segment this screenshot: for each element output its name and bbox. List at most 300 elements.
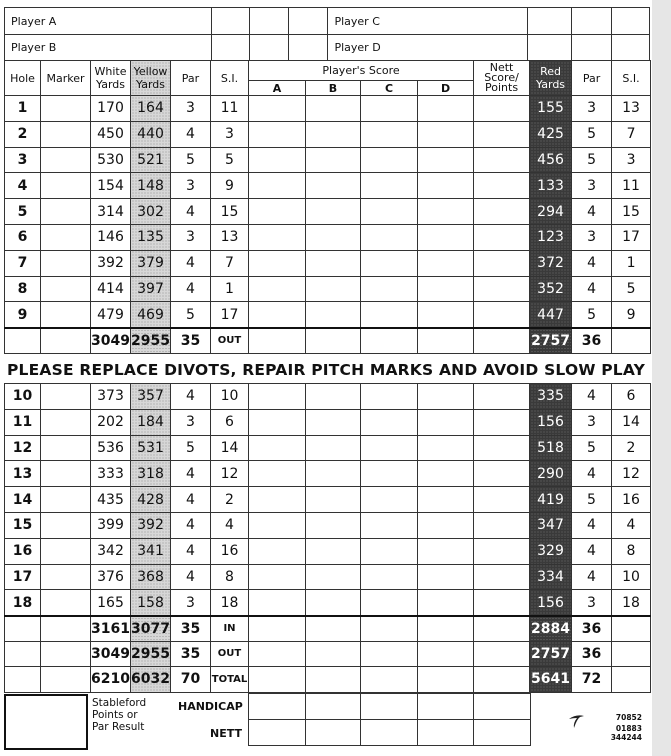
yellow-yards: 184 — [131, 409, 171, 435]
score-c-cell[interactable] — [361, 276, 418, 302]
hole-number: 13 — [5, 461, 41, 487]
player-b-field-2[interactable] — [250, 35, 289, 61]
player-a-label: Player A — [5, 8, 212, 35]
nett-score-cell[interactable] — [474, 121, 530, 147]
yellow-yards: 135 — [131, 224, 171, 250]
red-yards: 372 — [530, 250, 572, 276]
hole-number: 9 — [5, 302, 41, 328]
stroke-index: 11 — [211, 96, 249, 122]
red-stroke-index: 12 — [612, 461, 651, 487]
score-b-cell[interactable] — [306, 121, 361, 147]
hole-row — [5, 538, 651, 564]
total-nett[interactable] — [474, 641, 530, 667]
par: 4 — [171, 384, 211, 410]
score-c-cell[interactable] — [361, 302, 418, 328]
red-yards: 447 — [530, 302, 572, 328]
red-par: 3 — [572, 96, 612, 122]
total-row — [5, 641, 651, 667]
stroke-index: 5 — [211, 147, 249, 173]
hole-row — [5, 96, 651, 122]
nett-cell-c[interactable] — [361, 720, 418, 746]
total-red-si — [612, 328, 651, 354]
score-b-cell[interactable] — [306, 250, 361, 276]
score-b-cell[interactable] — [306, 590, 361, 616]
player-b-field-1[interactable] — [211, 35, 249, 61]
total-label: OUT — [211, 641, 249, 667]
total-score-a[interactable] — [249, 616, 306, 642]
white-yards: 435 — [91, 487, 131, 513]
marker-cell[interactable] — [41, 147, 91, 173]
total-score-c[interactable] — [361, 667, 418, 693]
handicap-cell-b[interactable] — [306, 694, 361, 720]
score-d-cell[interactable] — [418, 121, 474, 147]
score-a-cell[interactable] — [249, 512, 306, 538]
marker-cell[interactable] — [41, 276, 91, 302]
total-score-a[interactable] — [249, 667, 306, 693]
total-yellow-yards: 2955 — [131, 641, 171, 667]
player-d-field-2[interactable] — [571, 35, 611, 61]
total-marker-cell[interactable] — [41, 328, 91, 354]
score-b-cell[interactable] — [306, 512, 361, 538]
score-b-cell[interactable] — [306, 384, 361, 410]
red-par: 4 — [572, 564, 612, 590]
par: 5 — [171, 302, 211, 328]
nett-score-cell[interactable] — [474, 147, 530, 173]
nett-score-cell[interactable] — [474, 250, 530, 276]
total-red-yards: 2884 — [530, 616, 572, 642]
marker-cell[interactable] — [41, 564, 91, 590]
red-yards: 425 — [530, 121, 572, 147]
red-stroke-index: 8 — [612, 538, 651, 564]
yellow-yards: 469 — [131, 302, 171, 328]
score-b-cell[interactable] — [306, 538, 361, 564]
hole-row — [5, 173, 651, 199]
total-hole-cell — [5, 667, 41, 693]
hole-row — [5, 224, 651, 250]
score-d-cell[interactable] — [418, 590, 474, 616]
total-score-d[interactable] — [418, 667, 474, 693]
stableford-box[interactable] — [4, 694, 88, 750]
white-yards: 479 — [91, 302, 131, 328]
total-score-d[interactable] — [418, 616, 474, 642]
score-col-d-header: D — [418, 81, 474, 96]
total-yellow-yards: 2955 — [131, 328, 171, 354]
marker-cell[interactable] — [41, 538, 91, 564]
white-yards: 414 — [91, 276, 131, 302]
nett-label: NETT — [210, 727, 242, 740]
par: 4 — [171, 538, 211, 564]
score-c-cell[interactable] — [361, 512, 418, 538]
red-yards: 294 — [530, 199, 572, 225]
yellow-yards: 392 — [131, 512, 171, 538]
score-a-cell[interactable] — [249, 199, 306, 225]
par: 4 — [171, 487, 211, 513]
score-b-cell[interactable] — [306, 487, 361, 513]
total-white-yards: 6210 — [91, 667, 131, 693]
score-col-a-header: A — [249, 81, 306, 96]
red-par: 5 — [572, 435, 612, 461]
stableford-label: Stableford Points or Par Result — [92, 697, 147, 733]
white-yards: 333 — [91, 461, 131, 487]
score-a-cell[interactable] — [249, 250, 306, 276]
printer-phone: 01883 344244 — [610, 724, 642, 742]
player-c-field-1[interactable] — [528, 8, 571, 35]
score-d-cell[interactable] — [418, 276, 474, 302]
handicap-cell-nett[interactable] — [474, 694, 531, 720]
red-par: 5 — [572, 121, 612, 147]
yellow-yards: 379 — [131, 250, 171, 276]
score-a-cell[interactable] — [249, 409, 306, 435]
player-c-field-2[interactable] — [571, 8, 611, 35]
score-a-cell[interactable] — [249, 276, 306, 302]
nett-score-cell[interactable] — [474, 96, 530, 122]
score-c-cell[interactable] — [361, 384, 418, 410]
red-yards: 290 — [530, 461, 572, 487]
total-nett[interactable] — [474, 616, 530, 642]
marker-cell[interactable] — [41, 487, 91, 513]
player-d-field-3[interactable] — [611, 35, 649, 61]
nett-score-cell[interactable] — [474, 564, 530, 590]
yellow-yards: 357 — [131, 384, 171, 410]
player-c-label: Player C — [328, 8, 528, 35]
score-a-cell[interactable] — [249, 96, 306, 122]
hole-number: 6 — [5, 224, 41, 250]
total-score-a[interactable] — [249, 641, 306, 667]
par: 4 — [171, 461, 211, 487]
stroke-index: 16 — [211, 538, 249, 564]
total-score-d[interactable] — [418, 641, 474, 667]
hole-row — [5, 199, 651, 225]
marker-cell[interactable] — [41, 461, 91, 487]
score-b-cell[interactable] — [306, 564, 361, 590]
white-yards-header: White Yards — [91, 61, 131, 96]
nett-score-cell[interactable] — [474, 538, 530, 564]
score-c-cell[interactable] — [361, 173, 418, 199]
total-red-par: 72 — [572, 667, 612, 693]
red-stroke-index: 16 — [612, 487, 651, 513]
hole-number: 1 — [5, 96, 41, 122]
hole-row — [5, 302, 651, 328]
score-a-cell[interactable] — [249, 461, 306, 487]
red-stroke-index: 7 — [612, 121, 651, 147]
hole-row — [5, 121, 651, 147]
hole-row — [5, 487, 651, 513]
hole-number: 4 — [5, 173, 41, 199]
handicap-cell-a[interactable] — [249, 694, 306, 720]
score-c-cell[interactable] — [361, 250, 418, 276]
score-a-cell[interactable] — [249, 564, 306, 590]
score-a-cell[interactable] — [249, 435, 306, 461]
score-a-cell[interactable] — [249, 147, 306, 173]
total-label: IN — [211, 616, 249, 642]
score-d-cell[interactable] — [418, 173, 474, 199]
player-d-label: Player D — [328, 35, 528, 61]
nett-cell-b[interactable] — [306, 720, 361, 746]
marker-cell[interactable] — [41, 435, 91, 461]
stroke-index: 9 — [211, 173, 249, 199]
red-yards: 155 — [530, 96, 572, 122]
red-yards: 347 — [530, 512, 572, 538]
score-d-cell[interactable] — [418, 564, 474, 590]
hole-number: 16 — [5, 538, 41, 564]
score-b-cell[interactable] — [306, 96, 361, 122]
stroke-index: 3 — [211, 121, 249, 147]
nett-score-cell[interactable] — [474, 224, 530, 250]
front-nine-table — [4, 60, 651, 354]
nett-score-cell[interactable] — [474, 302, 530, 328]
score-a-cell[interactable] — [249, 538, 306, 564]
score-c-cell[interactable] — [361, 224, 418, 250]
white-yards: 146 — [91, 224, 131, 250]
stroke-index: 17 — [211, 302, 249, 328]
score-d-cell[interactable] — [418, 435, 474, 461]
score-b-cell[interactable] — [306, 147, 361, 173]
score-c-cell[interactable] — [361, 590, 418, 616]
hole-row — [5, 564, 651, 590]
marker-cell[interactable] — [41, 250, 91, 276]
score-b-cell[interactable] — [306, 409, 361, 435]
nett-score-header: Nett Score/ Points — [474, 61, 530, 96]
hole-row — [5, 409, 651, 435]
player-b-field-3[interactable] — [289, 35, 328, 61]
score-b-cell[interactable] — [306, 435, 361, 461]
score-b-cell[interactable] — [306, 224, 361, 250]
red-par: 4 — [572, 384, 612, 410]
stroke-index: 6 — [211, 409, 249, 435]
score-c-cell[interactable] — [361, 564, 418, 590]
total-score-a[interactable] — [249, 328, 306, 354]
score-d-cell[interactable] — [418, 409, 474, 435]
total-score-b[interactable] — [306, 328, 361, 354]
yellow-yards-header: Yellow Yards — [131, 61, 171, 96]
total-row — [5, 616, 651, 642]
score-b-cell[interactable] — [306, 173, 361, 199]
score-a-cell[interactable] — [249, 173, 306, 199]
player-a-field-1[interactable] — [211, 8, 249, 35]
marker-cell[interactable] — [41, 512, 91, 538]
player-c-field-3[interactable] — [611, 8, 649, 35]
par: 4 — [171, 121, 211, 147]
yellow-yards: 428 — [131, 487, 171, 513]
handicap-cell-c[interactable] — [361, 694, 418, 720]
score-c-cell[interactable] — [361, 96, 418, 122]
total-score-b[interactable] — [306, 667, 361, 693]
hole-number: 5 — [5, 199, 41, 225]
stroke-index: 12 — [211, 461, 249, 487]
red-yards: 156 — [530, 590, 572, 616]
hole-number: 2 — [5, 121, 41, 147]
score-d-cell[interactable] — [418, 96, 474, 122]
player-d-field-1[interactable] — [528, 35, 571, 61]
score-c-cell[interactable] — [361, 121, 418, 147]
score-a-cell[interactable] — [249, 487, 306, 513]
total-nett[interactable] — [474, 667, 530, 693]
marker-cell[interactable] — [41, 384, 91, 410]
score-d-cell[interactable] — [418, 487, 474, 513]
white-yards: 450 — [91, 121, 131, 147]
nett-score-cell[interactable] — [474, 512, 530, 538]
hole-row — [5, 512, 651, 538]
score-col-b-header: B — [306, 81, 361, 96]
nett-score-cell[interactable] — [474, 435, 530, 461]
score-d-cell[interactable] — [418, 250, 474, 276]
white-yards: 392 — [91, 250, 131, 276]
score-a-cell[interactable] — [249, 302, 306, 328]
yellow-yards: 318 — [131, 461, 171, 487]
score-d-cell[interactable] — [418, 512, 474, 538]
score-d-cell[interactable] — [418, 538, 474, 564]
hole-number: 15 — [5, 512, 41, 538]
marker-cell[interactable] — [41, 302, 91, 328]
par: 4 — [171, 512, 211, 538]
score-d-cell[interactable] — [418, 147, 474, 173]
total-red-par: 36 — [572, 328, 612, 354]
score-c-cell[interactable] — [361, 538, 418, 564]
red-yards: 334 — [530, 564, 572, 590]
marker-cell[interactable] — [41, 409, 91, 435]
total-par: 35 — [171, 328, 211, 354]
score-d-cell[interactable] — [418, 224, 474, 250]
total-marker-cell[interactable] — [41, 616, 91, 642]
marker-cell[interactable] — [41, 199, 91, 225]
stroke-index: 8 — [211, 564, 249, 590]
marker-cell[interactable] — [41, 121, 91, 147]
white-yards: 170 — [91, 96, 131, 122]
nett-score-cell[interactable] — [474, 276, 530, 302]
red-par: 4 — [572, 461, 612, 487]
nett-score-cell[interactable] — [474, 590, 530, 616]
nett-score-cell[interactable] — [474, 384, 530, 410]
stroke-index: 13 — [211, 224, 249, 250]
red-par: 3 — [572, 224, 612, 250]
marker-cell[interactable] — [41, 96, 91, 122]
total-marker-cell[interactable] — [41, 641, 91, 667]
yellow-yards: 521 — [131, 147, 171, 173]
total-score-c[interactable] — [361, 641, 418, 667]
stroke-index: 1 — [211, 276, 249, 302]
white-yards: 376 — [91, 564, 131, 590]
total-hole-cell — [5, 616, 41, 642]
yellow-yards: 148 — [131, 173, 171, 199]
total-score-c[interactable] — [361, 616, 418, 642]
page-edge — [652, 0, 671, 756]
red-par: 4 — [572, 199, 612, 225]
score-c-cell[interactable] — [361, 409, 418, 435]
total-red-si — [612, 667, 651, 693]
marker-cell[interactable] — [41, 590, 91, 616]
total-red-si — [612, 616, 651, 642]
white-yards: 399 — [91, 512, 131, 538]
white-yards: 373 — [91, 384, 131, 410]
yellow-yards: 302 — [131, 199, 171, 225]
score-b-cell[interactable] — [306, 199, 361, 225]
total-marker-cell[interactable] — [41, 667, 91, 693]
red-yards: 518 — [530, 435, 572, 461]
score-a-cell[interactable] — [249, 224, 306, 250]
score-b-cell[interactable] — [306, 276, 361, 302]
score-c-cell[interactable] — [361, 487, 418, 513]
total-score-b[interactable] — [306, 641, 361, 667]
total-red-yards: 2757 — [530, 641, 572, 667]
score-c-cell[interactable] — [361, 147, 418, 173]
player-a-field-3[interactable] — [289, 8, 328, 35]
total-white-yards: 3161 — [91, 616, 131, 642]
total-score-b[interactable] — [306, 616, 361, 642]
score-d-cell[interactable] — [418, 302, 474, 328]
stroke-index: 15 — [211, 199, 249, 225]
total-nett[interactable] — [474, 328, 530, 354]
nett-score-cell[interactable] — [474, 173, 530, 199]
red-stroke-index: 17 — [612, 224, 651, 250]
par: 3 — [171, 224, 211, 250]
marker-cell[interactable] — [41, 224, 91, 250]
nett-cell-nett[interactable] — [474, 720, 531, 746]
score-c-cell[interactable] — [361, 435, 418, 461]
red-par: 3 — [572, 409, 612, 435]
red-yards: 329 — [530, 538, 572, 564]
stroke-index: 2 — [211, 487, 249, 513]
hole-number: 3 — [5, 147, 41, 173]
score-a-cell[interactable] — [249, 590, 306, 616]
score-c-cell[interactable] — [361, 461, 418, 487]
par: 3 — [171, 96, 211, 122]
score-b-cell[interactable] — [306, 302, 361, 328]
score-c-cell[interactable] — [361, 199, 418, 225]
score-a-cell[interactable] — [249, 121, 306, 147]
total-par: 35 — [171, 616, 211, 642]
score-d-cell[interactable] — [418, 199, 474, 225]
printer-logo-icon — [568, 713, 588, 733]
red-yards: 419 — [530, 487, 572, 513]
nett-cell-a[interactable] — [249, 720, 306, 746]
score-d-cell[interactable] — [418, 461, 474, 487]
total-score-c[interactable] — [361, 328, 418, 354]
total-white-yards: 3049 — [91, 641, 131, 667]
red-yards: 133 — [530, 173, 572, 199]
handicap-label: HANDICAP — [178, 700, 243, 713]
score-d-cell[interactable] — [418, 384, 474, 410]
nett-cell-d[interactable] — [418, 720, 474, 746]
hole-number: 17 — [5, 564, 41, 590]
marker-cell[interactable] — [41, 173, 91, 199]
red-stroke-index: 10 — [612, 564, 651, 590]
total-score-d[interactable] — [418, 328, 474, 354]
red-par: 4 — [572, 538, 612, 564]
red-yards: 335 — [530, 384, 572, 410]
total-par: 35 — [171, 641, 211, 667]
nett-score-cell[interactable] — [474, 487, 530, 513]
total-label: OUT — [211, 328, 249, 354]
handicap-cell-d[interactable] — [418, 694, 474, 720]
player-a-field-2[interactable] — [250, 8, 289, 35]
hole-header: Hole — [5, 61, 41, 96]
par-header: Par — [171, 61, 211, 96]
nett-score-cell[interactable] — [474, 461, 530, 487]
score-b-cell[interactable] — [306, 461, 361, 487]
red-yards: 456 — [530, 147, 572, 173]
nett-score-cell[interactable] — [474, 199, 530, 225]
red-par: 5 — [572, 147, 612, 173]
stroke-index: 18 — [211, 590, 249, 616]
hole-number: 10 — [5, 384, 41, 410]
red-par: 4 — [572, 250, 612, 276]
red-yards-header: Red Yards — [530, 61, 572, 96]
nett-score-cell[interactable] — [474, 409, 530, 435]
hole-number: 7 — [5, 250, 41, 276]
score-a-cell[interactable] — [249, 384, 306, 410]
stroke-index: 7 — [211, 250, 249, 276]
handicap-nett-table — [248, 693, 531, 746]
